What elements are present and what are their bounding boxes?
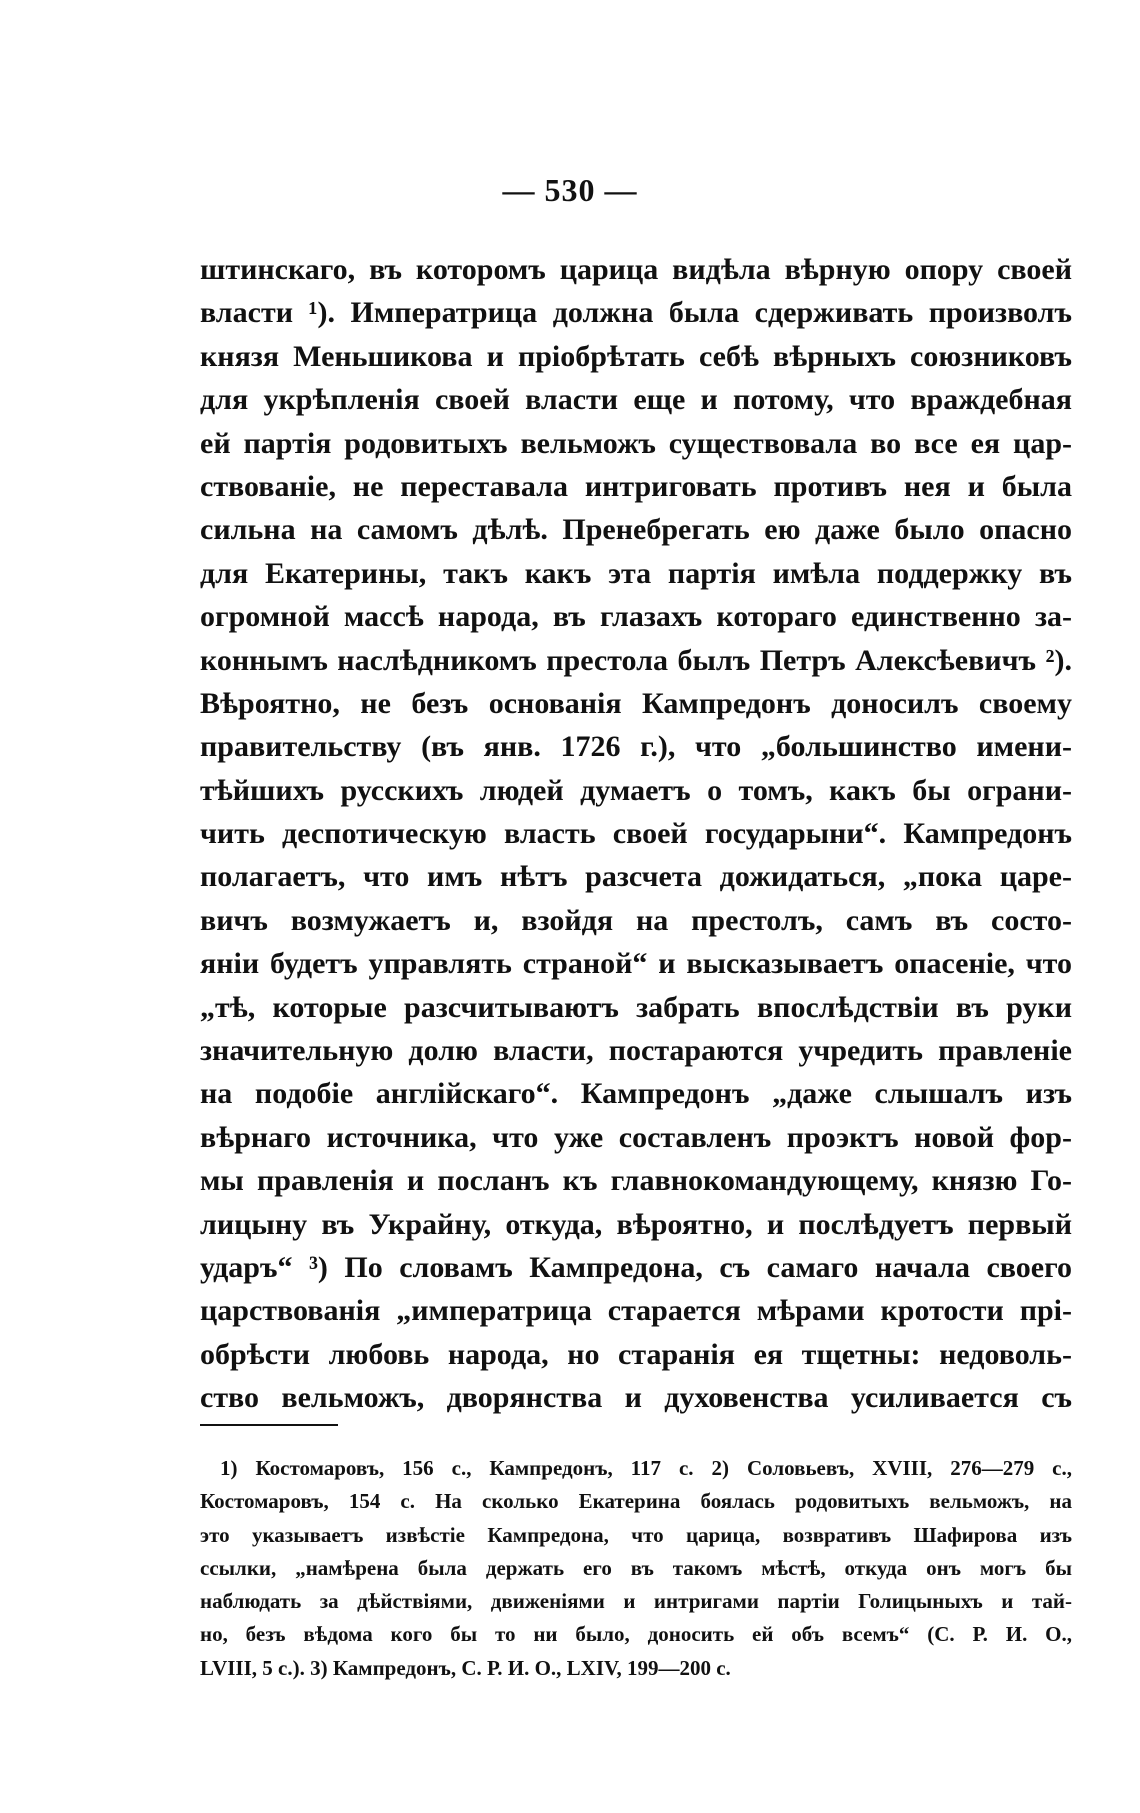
body-line: на подобіе англійскаго“. Кампредонъ „даже слышалъ изъ [200, 1077, 1072, 1111]
body-line: вѣрнаго источника, что уже составленъ проэктъ новой фор- [200, 1120, 1072, 1154]
body-line: значительную долю власти, постараются учредить правленіе [200, 1034, 1072, 1068]
footnote-divider [200, 1424, 338, 1426]
footnote-line: Костомаровъ, 154 с. На сколько Екатерина боялась родовитыхъ вельможъ, на [200, 1489, 1072, 1514]
body-line: сильна на самомъ дѣлѣ. Пренебрегать ею даже было опасно [200, 513, 1072, 547]
body-line: мы правленія и посланъ къ главнокомандующему, князю Го- [200, 1164, 1072, 1198]
footnote-line: наблюдать за дѣйствіями, движеніями и интригами партіи Голицыныхъ и тай- [200, 1589, 1072, 1614]
body-line: князя Меньшикова и пріобрѣтать себѣ вѣрныхъ союзниковъ [200, 339, 1072, 373]
body-line: чить деспотическую власть своей государыни“. Кампредонъ [200, 817, 1072, 851]
body-line: царствованія „императрица старается мѣрами кротости прі- [200, 1294, 1072, 1328]
body-line: штинскаго, въ которомъ царица видѣла вѣрную опору своей [200, 253, 1072, 286]
footnote-line: но, безъ вѣдома кого бы то ни было, доносить ей объ всемъ“ (С. Р. И. О., [200, 1622, 1072, 1647]
body-line: власти ¹). Императрица должна была сдерживать произволъ [200, 296, 1072, 330]
body-line: вичъ возмужаетъ и, взойдя на престолъ, самъ въ состо- [200, 903, 1072, 937]
body-line: для укрѣпленія своей власти еще и потому, что враждебная [200, 383, 1072, 417]
body-line: Вѣроятно, не безъ основанія Кампредонъ доносилъ своему [200, 686, 1072, 720]
body-line: яніи будетъ управлять страной“ и высказываетъ опасеніе, что [200, 947, 1072, 981]
footnote-line: это указываетъ извѣстіе Кампредона, что царица, возвративъ Шафирова изъ [200, 1522, 1072, 1547]
body-line: „тѣ, которые разсчитываютъ забрать впослѣдствіи въ руки [200, 990, 1072, 1024]
body-text [200, 248, 1072, 1420]
body-line: для Екатерины, такъ какъ эта партія имѣла поддержку въ [200, 556, 1072, 590]
page-number: — 530 — [502, 172, 638, 208]
body-line: обрѣсти любовь народа, но старанія ея тщетны: недоволь- [200, 1337, 1072, 1371]
body-line: ей партія родовитыхъ вельможъ существовала во все ея цар- [200, 426, 1072, 460]
body-line: ство вельможъ, дворянства и духовенства усиливается съ [200, 1381, 1072, 1415]
footnote-line: ссылки, „намѣрена была держать его въ такомъ мѣстѣ, откуда онъ могъ бы [200, 1555, 1072, 1580]
body-line: правительству (въ янв. 1726 г.), что „большинство имени- [200, 730, 1072, 764]
body-line: полагаетъ, что имъ нѣтъ разсчета дожидаться, „пока царе- [200, 860, 1072, 894]
body-line: ударъ“ ³) По словамъ Кампредона, съ самаго начала своего [200, 1250, 1072, 1284]
body-line: тѣйшихъ русскихъ людей думаетъ о томъ, какъ бы ограни- [200, 773, 1072, 807]
body-line: лицыну въ Украйну, откуда, вѣроятно, и послѣдуетъ первый [200, 1207, 1072, 1241]
footnotes [200, 1452, 1072, 1685]
body-line: коннымъ наслѣдникомъ престола былъ Петръ Алексѣевичъ ²). [200, 643, 1072, 677]
body-line: огромной массѣ народа, въ глазахъ котораго единственно за- [200, 600, 1072, 634]
body-line: ствованіе, не переставала интриговать противъ нея и была [200, 469, 1072, 503]
footnote-line: 1) Костомаровъ, 156 с., Кампредонъ, 117 с. 2) Соловьевъ, XVIII, 276—279 с., [220, 1456, 1072, 1480]
footnote-line: LVIII, 5 с.). 3) Кампредонъ, С. Р. И. О., LXIV, 199—200 с. [200, 1655, 731, 1680]
